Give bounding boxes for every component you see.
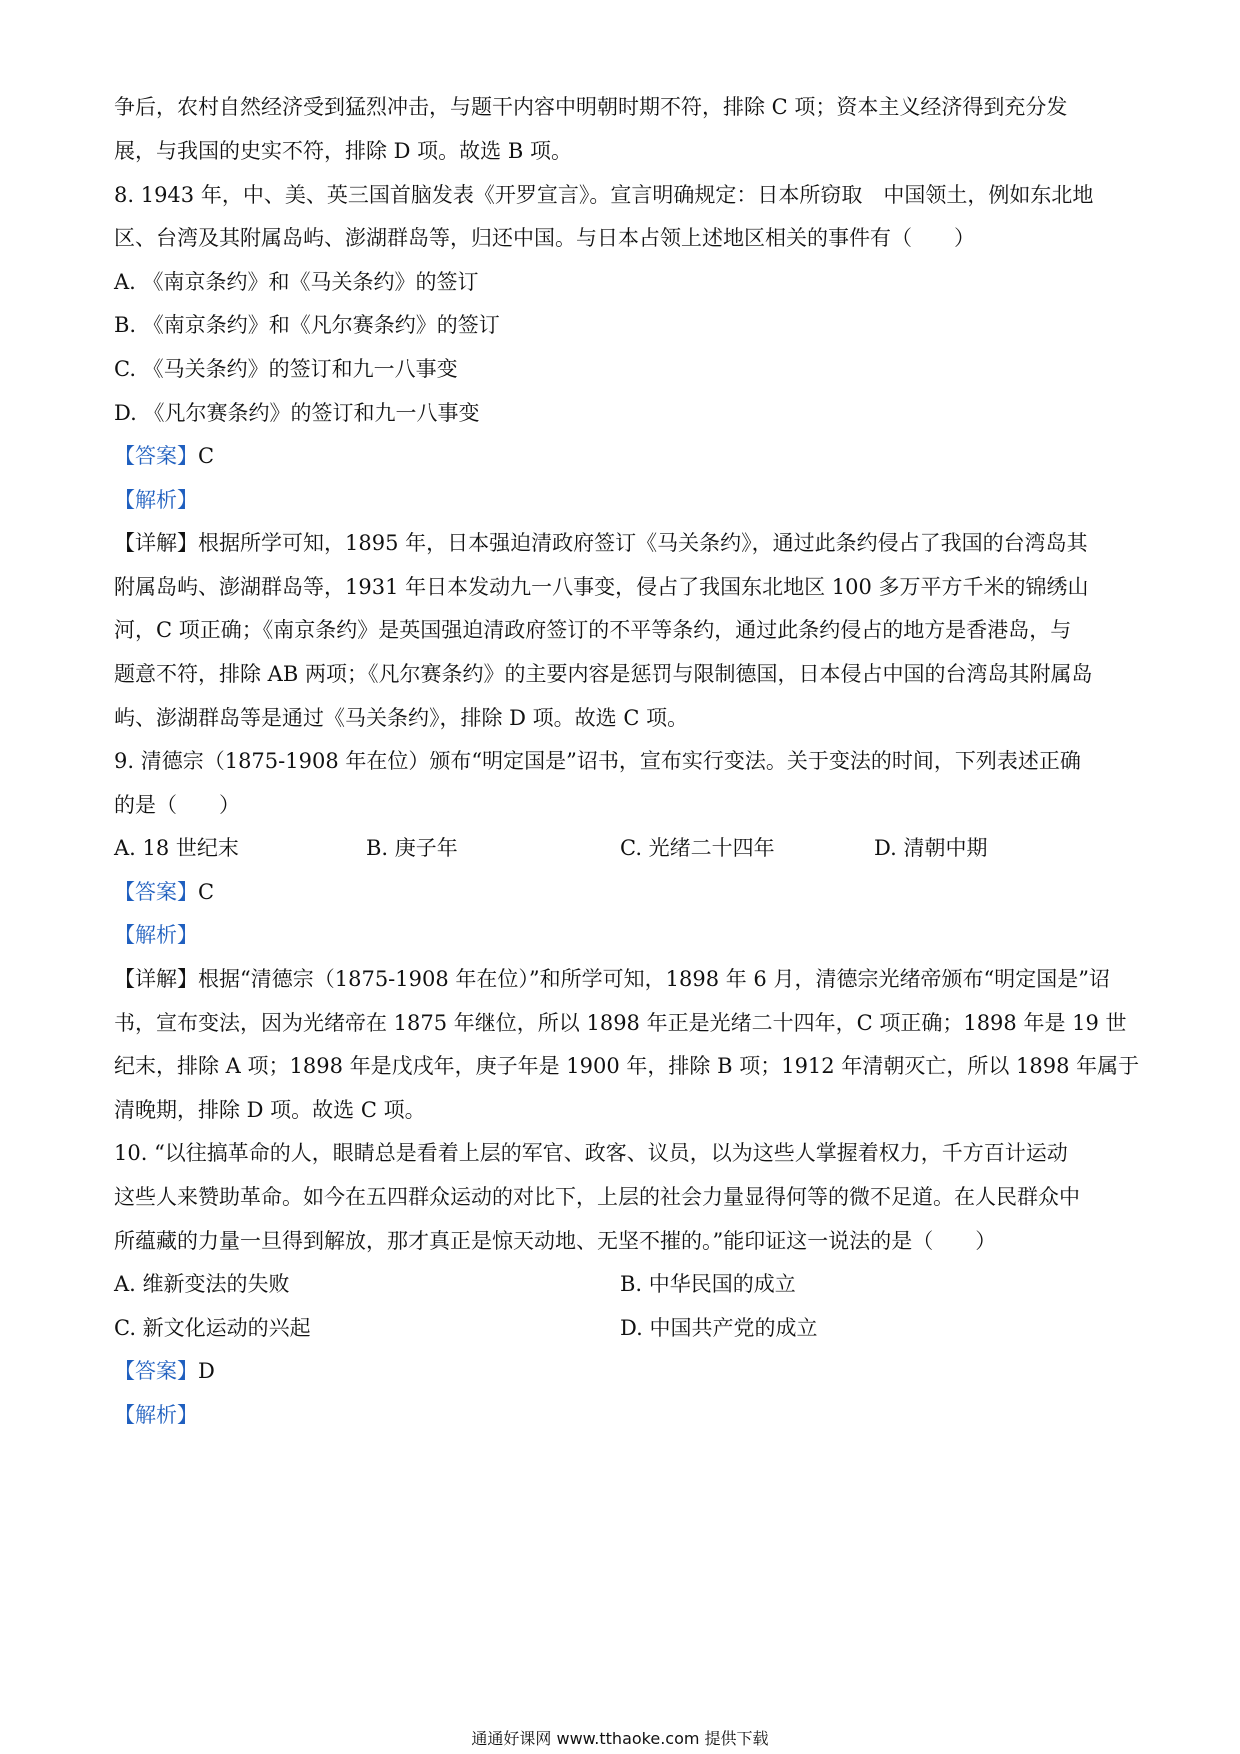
q9-analysis [114, 920, 1134, 950]
prev-detail-line: 展，与我国的史实不符，排除 D 项。故选 B 项。 [114, 139, 572, 163]
q9-detail-line: 清晚期，排除 D 项。故选 C 项。 [114, 1098, 426, 1122]
detail-text: 根据所学可知，1895 年，日本强迫清政府签订《马关条约》，通过此条约侵占了我国的台湾岛其 [198, 531, 1088, 555]
q10-option-a: A. 维新变法的失败 [114, 1272, 290, 1296]
q9-stem-line: 的是（ ） [114, 793, 240, 817]
q8-option-a: A. 《南京条约》和《马关条约》的签订 [114, 270, 479, 294]
q8-option-c: C. 《马关条约》的签订和九一八事变 [114, 357, 458, 381]
q10-stem-line: 10. “以往搞革命的人，眼睛总是看着上层的军官、政客、议员，以为这些人掌握着权力，千方百计运动 [114, 1141, 1068, 1165]
q8-answer [114, 441, 1134, 471]
prev-detail-line: 争后，农村自然经济受到猛烈冲击，与题干内容中明朝时期不符，排除 C 项；资本主义经济得到充分发 [114, 95, 1068, 119]
q9-detail-line: 书，宣布变法，因为光绪帝在 1875 年继位，所以 1898 年正是光绪二十四年，C 项正确；1898 年是 19 世 [114, 1011, 1127, 1035]
q8-analysis [114, 485, 1134, 515]
answer-tag: 【答案】 [114, 1359, 198, 1383]
analysis-tag: 【解析】 [114, 923, 198, 947]
analysis-tag: 【解析】 [114, 1403, 198, 1427]
q9-option-a: A. 18 世纪末 [114, 836, 239, 860]
q8-detail-line: 附属岛屿、澎湖群岛等，1931 年日本发动九一八事变，侵占了我国东北地区 100 多万平方千米的锦绣山 [114, 575, 1089, 599]
q8-detail-line [114, 528, 1134, 558]
analysis-tag: 【解析】 [114, 488, 198, 512]
q10-option-c: C. 新文化运动的兴起 [114, 1316, 311, 1340]
q10-answer [114, 1356, 1134, 1386]
answer-tag: 【答案】 [114, 444, 198, 468]
answer-value: C [198, 880, 215, 904]
q8-detail-line: 题意不符，排除 AB 两项；《凡尔赛条约》的主要内容是惩罚与限制德国，日本侵占中国的台湾岛其附属岛 [114, 662, 1093, 686]
answer-value: D [198, 1359, 215, 1383]
q9-stem-line: 9. 清德宗（1875-1908 年在位）颁布“明定国是”诏书，宣布实行变法。关于变法的时间，下列表述正确 [114, 749, 1081, 773]
q10-stem-line: 这些人来赞助革命。如今在五四群众运动的对比下，上层的社会力量显得何等的微不足道。在人民群众中 [114, 1185, 1080, 1209]
q8-detail-line: 河，C 项正确；《南京条约》是英国强迫清政府签订的不平等条约，通过此条约侵占的地方是香港岛，与 [114, 618, 1072, 642]
q9-detail-line [114, 964, 1134, 994]
q8-stem-line: 8. 1943 年，中、美、英三国首脑发表《开罗宣言》。宣言明确规定：日本所窃取 中国领土，例如东北地 [114, 183, 1094, 207]
q9-option-b: B. 庚子年 [366, 836, 458, 860]
detail-tag: 【详解】 [114, 531, 198, 555]
detail-text: 根据“清德宗（1875-1908 年在位）”和所学可知，1898 年 6 月，清德宗光绪帝颁布“明定国是”诏 [198, 967, 1110, 991]
q8-option-b: B. 《南京条约》和《凡尔赛条约》的签订 [114, 313, 500, 337]
q9-option-c: C. 光绪二十四年 [620, 836, 775, 860]
answer-value: C [198, 444, 215, 468]
q10-option-b: B. 中华民国的成立 [620, 1272, 796, 1296]
q9-answer [114, 877, 1134, 907]
answer-tag: 【答案】 [114, 880, 198, 904]
q8-stem-line: 区、台湾及其附属岛屿、澎湖群岛等，归还中国。与日本占领上述地区相关的事件有（ ） [114, 226, 975, 250]
detail-tag: 【详解】 [114, 967, 198, 991]
q10-option-d: D. 中国共产党的成立 [620, 1316, 818, 1340]
q10-stem-line: 所蕴藏的力量一旦得到解放，那才真正是惊天动地、无坚不摧的。”能印证这一说法的是（ ） [114, 1229, 997, 1253]
q8-option-d: D. 《凡尔赛条约》的签订和九一八事变 [114, 401, 480, 425]
q9-option-d: D. 清朝中期 [874, 836, 988, 860]
q8-detail-line: 屿、澎湖群岛等是通过《马关条约》，排除 D 项。故选 C 项。 [114, 706, 689, 730]
q10-analysis [114, 1400, 1134, 1430]
page-footer: 通通好课网 www.tthaoke.com 提供下载 [471, 1729, 769, 1748]
q9-detail-line: 纪末，排除 A 项；1898 年是戊戌年，庚子年是 1900 年，排除 B 项；1912 年清朝灭亡，所以 1898 年属于 [114, 1054, 1140, 1078]
